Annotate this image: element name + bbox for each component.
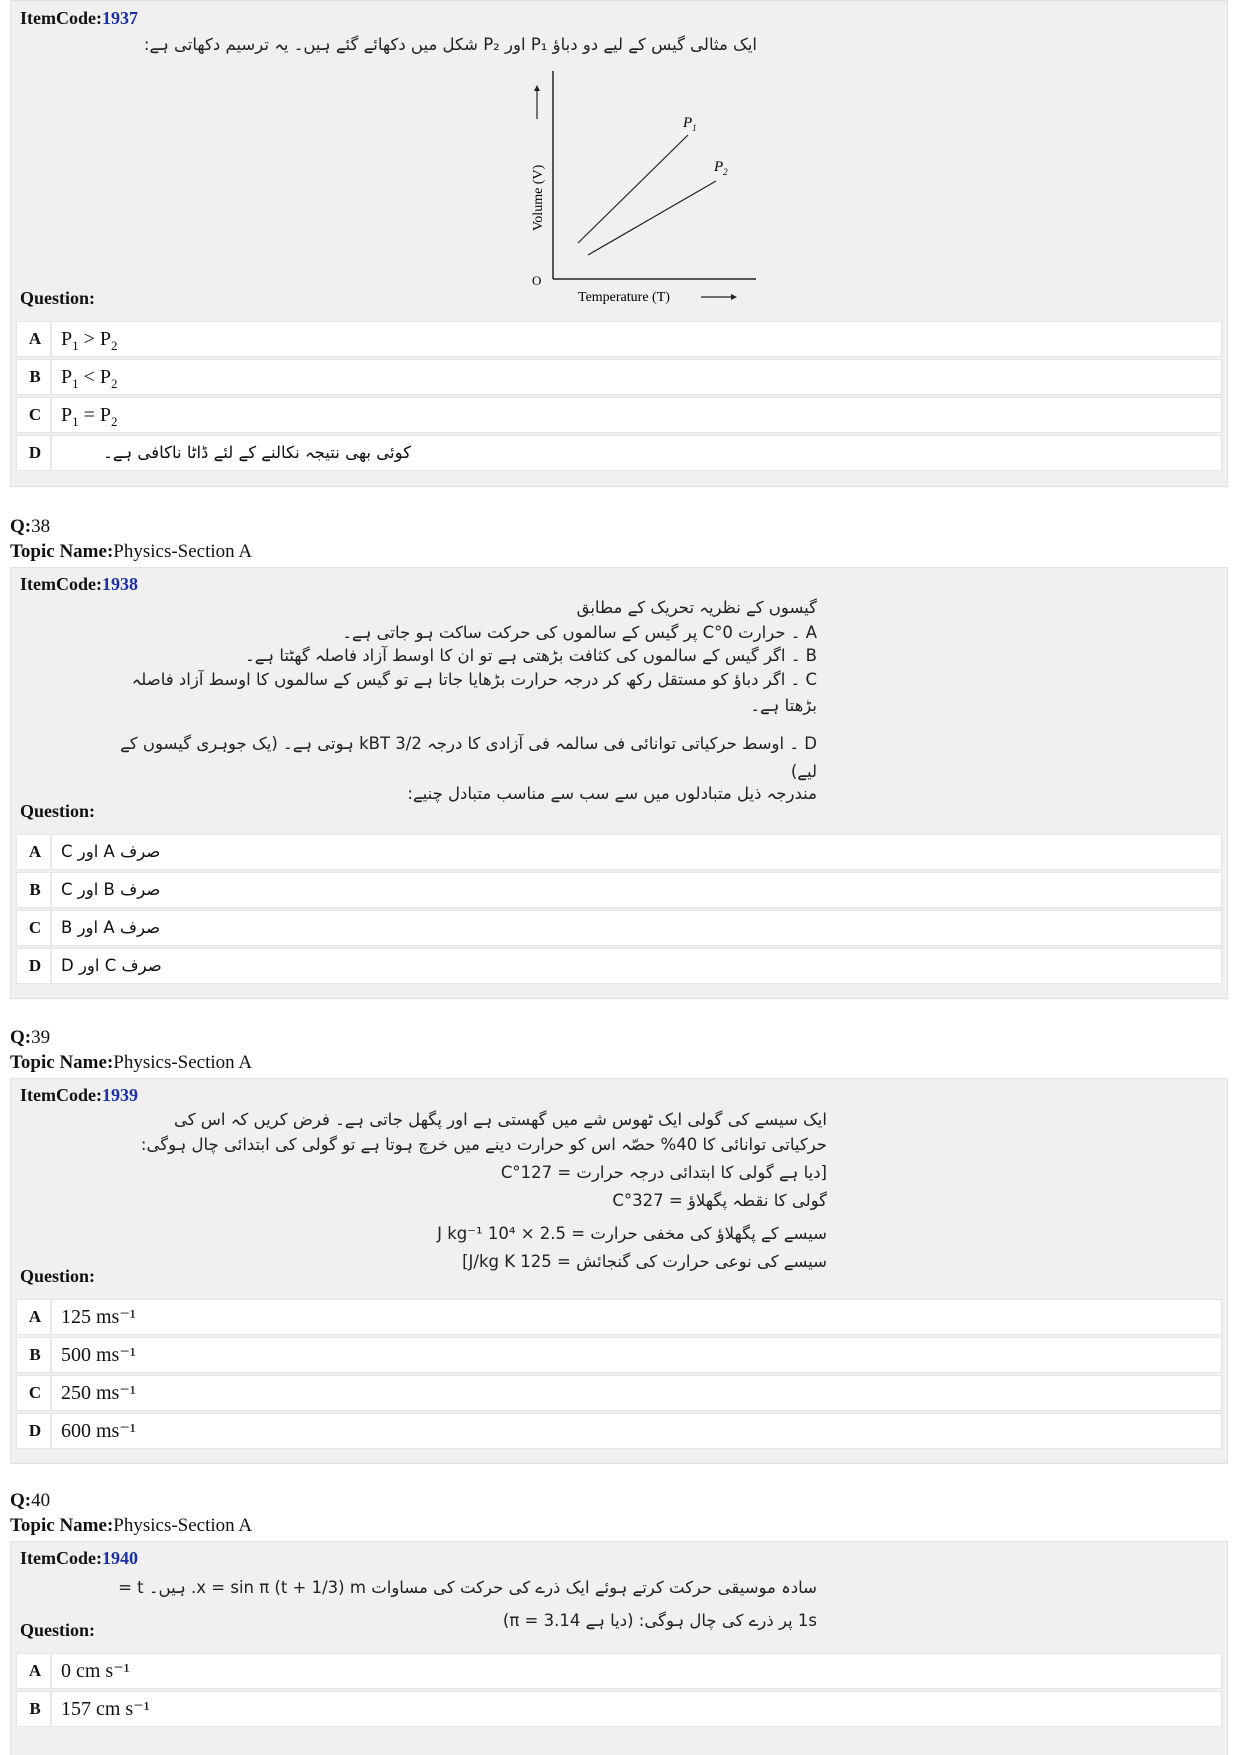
- option-text: $P_1 > P_2$: [61, 328, 118, 353]
- line-p1: [578, 135, 688, 243]
- question-number: Q:40: [10, 1490, 51, 1511]
- option-letter: D: [28, 956, 42, 975]
- option-text: 125 ms⁻¹: [61, 1306, 136, 1328]
- option-text: 157 cm s⁻¹: [61, 1698, 150, 1720]
- option-letter: C: [28, 918, 42, 937]
- option-b[interactable]: [16, 1691, 1222, 1727]
- question-card-1939: [10, 1078, 1228, 1464]
- option-text: $P_1 = P_2$: [61, 404, 118, 429]
- option-letter: B: [29, 1345, 41, 1364]
- question-stem-line: سادہ موسیقی حرکت کرتے ہوئے ایک ذرے کی حرکت کی مساوات x = sin π (t + 1/3) m. ہیں۔ t =: [118, 1578, 817, 1597]
- question-stem-line: 1s پر ذرے کی چال ہوگی: (دیا ہے π = 3.14): [502, 1611, 817, 1630]
- option-letter: B: [29, 367, 41, 386]
- option-text: صرف C اور D: [61, 956, 162, 975]
- volume-temperature-graph: [516, 61, 761, 311]
- option-text: صرف B اور C: [61, 880, 161, 899]
- question-stem-line: B ۔ اگر گیس کے سالموں کی کثافت بڑھتی ہے تو ان کا اوسط آزاد فاصلہ گھٹتا ہے۔: [245, 646, 817, 665]
- item-code: [20, 1085, 138, 1106]
- item-code-label: ItemCode:: [20, 8, 102, 28]
- question-number: Q:39: [10, 1027, 51, 1048]
- item-code: [20, 1548, 138, 1569]
- question-stem-line: مندرجہ ذیل متبادلوں میں سے سب سے مناسب متبادل چنیے:: [407, 784, 817, 803]
- option-d[interactable]: [16, 948, 1222, 984]
- question-card-1940: [10, 1541, 1228, 1755]
- topic-name: Topic Name:Physics-Section A: [10, 541, 253, 562]
- item-code-number: 1938: [101, 574, 138, 594]
- question-stem-line: D ۔ اوسط حرکیاتی توانائی فی سالمہ فی آزادی کا درجہ 3/2 kBT ہوتی ہے۔ (یک جوہری گیسوں کے: [120, 734, 817, 753]
- option-a[interactable]: [16, 321, 1222, 357]
- item-code-label: ItemCode:: [20, 574, 102, 594]
- y-arrowhead-icon: [534, 85, 540, 91]
- question-number: Q:38: [10, 516, 51, 537]
- question-label: Question:: [20, 1620, 96, 1640]
- option-a[interactable]: [16, 1653, 1222, 1689]
- topic-name: Topic Name:Physics-Section A: [10, 1052, 253, 1073]
- option-letter: C: [28, 1383, 42, 1402]
- question-stem-line: لیے): [790, 762, 817, 781]
- option-text: 500 ms⁻¹: [61, 1344, 136, 1366]
- option-letter: A: [28, 329, 42, 348]
- option-letter: B: [29, 880, 41, 899]
- question-stem-line: بڑھتا ہے۔: [750, 696, 817, 715]
- option-letter: C: [28, 405, 42, 424]
- origin-label: O: [532, 273, 542, 288]
- option-letter: A: [28, 842, 42, 861]
- question-stem-line: حرکیاتی توانائی کا 40% حصّہ اس کو حرارت دینے میں خرچ ہوتا ہے تو گولی کی ابتدائی چال ہوگی:: [140, 1135, 827, 1154]
- option-b[interactable]: [16, 1337, 1222, 1373]
- label-p1: $P_1$: [683, 115, 697, 133]
- item-code-number: 1939: [101, 1085, 138, 1105]
- item-code-label: ItemCode:: [20, 1085, 102, 1105]
- question-stem-line: C ۔ اگر دباؤ کو مستقل رکھ کر درجہ حرارت بڑھایا جاتا ہے تو گیس کے سالموں کا اوسط آزاد فاصلہ: [131, 670, 817, 689]
- question-label: Question:: [20, 288, 96, 308]
- item-code-number: 1937: [101, 8, 138, 28]
- option-text: صرف A اور B: [61, 918, 161, 937]
- question-stem-line: گولی کا نقطہ پگھلاؤ = 327°C: [612, 1191, 827, 1210]
- option-text: کوئی بھی نتیجہ نکالنے کے لئے ڈاٹا ناکافی ہے۔: [103, 443, 411, 462]
- question-stem-line: گیسوں کے نظریہ تحریک کے مطابق: [576, 598, 817, 617]
- question-stem-line: سیسے کی نوعی حرارت کی گنجائش = 125 J/kg K]: [462, 1252, 827, 1271]
- question-label: Question:: [20, 1266, 96, 1286]
- option-text: صرف A اور C: [61, 842, 161, 861]
- y-axis-label: Volume (V): [531, 164, 546, 231]
- option-c[interactable]: [16, 397, 1222, 433]
- question-stem-line: A ۔ حرارت 0°C پر گیس کے سالموں کی حرکت ساکت ہو جاتی ہے۔: [342, 623, 817, 642]
- option-d[interactable]: [16, 435, 1222, 471]
- label-p2: $P_2$: [714, 159, 728, 177]
- item-code-number: 1940: [101, 1548, 138, 1568]
- option-b[interactable]: [16, 359, 1222, 395]
- option-letter: B: [29, 1699, 41, 1718]
- option-a[interactable]: [16, 1299, 1222, 1335]
- question-card-1938: [10, 567, 1228, 999]
- question-card-1937: [10, 0, 1228, 487]
- item-code: [20, 8, 138, 29]
- option-text: 0 cm s⁻¹: [61, 1660, 130, 1682]
- option-c[interactable]: [16, 1375, 1222, 1411]
- topic-name: Topic Name:Physics-Section A: [10, 1515, 253, 1536]
- option-letter: A: [28, 1661, 42, 1680]
- option-letter: D: [28, 1421, 42, 1440]
- question-stem-line: سیسے کے پگھلاؤ کی مخفی حرارت = 2.5 × 10⁴ J kg⁻¹: [437, 1224, 827, 1243]
- option-letter: A: [28, 1307, 42, 1326]
- x-arrowhead-icon: [731, 294, 737, 300]
- x-axis-label: Temperature (T): [578, 290, 670, 305]
- line-p2: [588, 181, 716, 255]
- option-text: 600 ms⁻¹: [61, 1420, 136, 1442]
- option-b[interactable]: [16, 872, 1222, 908]
- option-letter: D: [28, 443, 42, 462]
- option-text: 250 ms⁻¹: [61, 1382, 136, 1404]
- option-a[interactable]: [16, 834, 1222, 870]
- question-label: Question:: [20, 801, 96, 821]
- option-c[interactable]: [16, 910, 1222, 946]
- question-stem-line: [دیا ہے گولی کا ابتدائی درجہ حرارت = 127°C: [500, 1163, 827, 1182]
- question-stem: ایک مثالی گیس کے لیے دو دباؤ P₁ اور P₂ شکل میں دکھائے گئے ہیں۔ یہ ترسیم دکھاتی ہے:: [143, 35, 757, 54]
- item-code: [20, 574, 138, 595]
- item-code-label: ItemCode:: [20, 1548, 102, 1568]
- question-stem-line: ایک سیسے کی گولی ایک ٹھوس شے میں گھستی ہے اور پگھل جاتی ہے۔ فرض کریں کہ اس کی: [173, 1110, 827, 1129]
- option-d[interactable]: [16, 1413, 1222, 1449]
- option-text: $P_1 < P_2$: [61, 366, 118, 391]
